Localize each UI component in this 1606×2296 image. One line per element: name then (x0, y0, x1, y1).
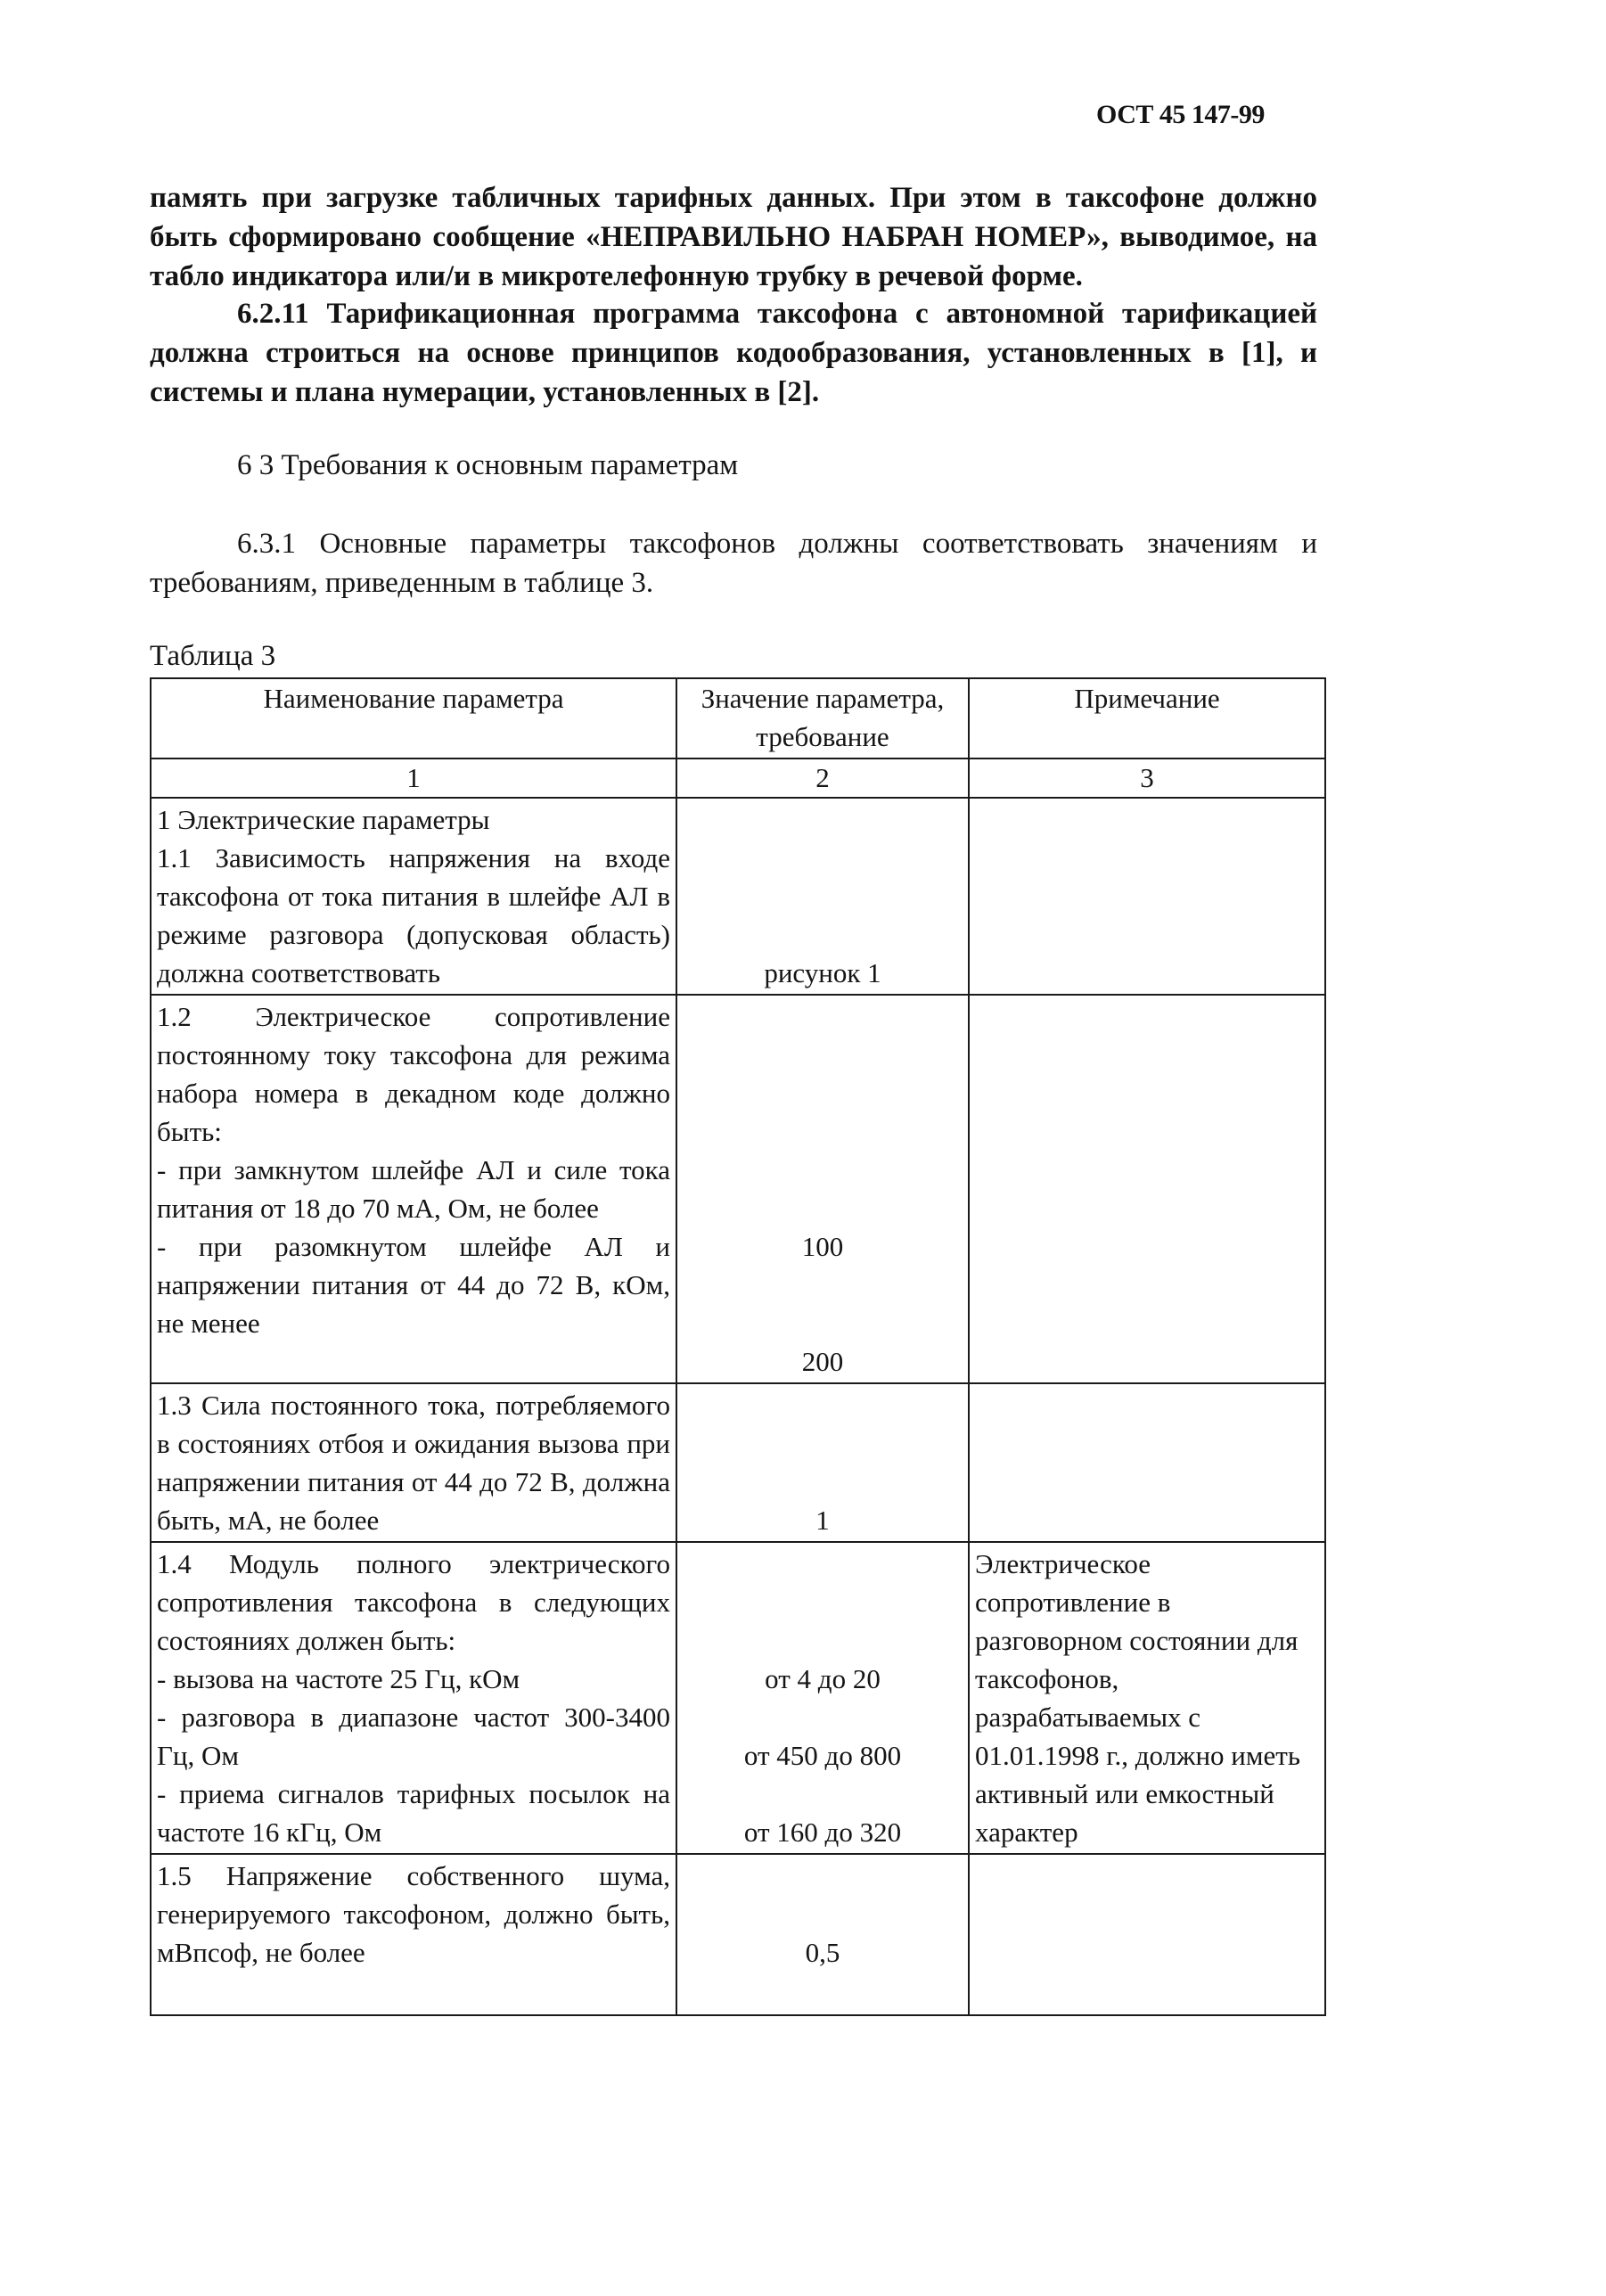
note-cell: Электрическое сопротивление в разговорном состоянии для таксофонов, разрабатываемых с 01.01.1998 г., должно иметь активный или емкостный характер (969, 1542, 1325, 1854)
paragraph-continuation: память при загрузке табличных тарифных данных. При этом в таксофоне должно быть сформировано сообщение «НЕПРАВИЛЬНО НАБРАН НОМЕР», выводимое, на табло индикатора или/и в микротелефонную трубку в речевой форме. (150, 182, 1317, 292)
table-row (151, 1383, 1325, 1542)
param-text: 1.3 Сила постоянного тока, потребляемого в состояниях отбоя и ожидания вызова при напряжении питания от 44 до 72 В, должна быть, мА, не более (157, 1390, 670, 1536)
value-text: 0,5 (805, 1937, 840, 1968)
table-caption: Таблица 3 (150, 640, 276, 672)
param-cell (151, 1383, 676, 1542)
header-param-name: Наименование параметра (151, 678, 676, 758)
param-cell (151, 1854, 676, 2015)
table-row (151, 798, 1325, 995)
param-text: - разговора в диапазоне частот 300-3400 Гц, Ом (157, 1702, 670, 1771)
note-cell (969, 1854, 1325, 2015)
param-text: 1 Электрические параметры (157, 804, 490, 835)
value-text: от 160 до 320 (743, 1816, 902, 1848)
param-text: 1.1 Зависимость напряжения на входе таксофона от тока питания в шлейфе АЛ в режиме разговора (допусковая область) должна соответствовать (157, 842, 670, 988)
note-cell (969, 798, 1325, 995)
value-text: от 450 до 800 (743, 1740, 902, 1771)
table-row (151, 1542, 1325, 1854)
value-text: 100 (801, 1231, 844, 1262)
value-cell (676, 1542, 969, 1854)
param-cell (151, 995, 676, 1383)
index-cell-3: 3 (969, 758, 1325, 798)
section-heading-6-3: 6 3 Требования к основным параметрам (237, 449, 739, 481)
index-cell-2: 2 (676, 758, 969, 798)
param-text: - при замкнутом шлейфе АЛ и силе тока питания от 18 до 70 мА, Ом, не более (157, 1154, 670, 1224)
table-row (151, 995, 1325, 1383)
param-text: - приема сигналов тарифных посылок на частоте 16 кГц, Ом (157, 1778, 670, 1848)
paragraph-6-2-11: 6.2.11 Тарификационная программа таксофона с автономной тарификацией должна строиться на основе принципов кодообразования, установленных в [1], и системы и плана нумерации, установленных в [2]. (150, 298, 1317, 408)
paragraph-6-3-1: 6.3.1 Основные параметры таксофонов должны соответствовать значениям и требованиям, приведенным в таблице 3. (150, 528, 1317, 599)
param-text: 1.4 Модуль полного электрического сопротивления таксофона в следующих состояниях должен быть: (157, 1548, 670, 1656)
value-cell (676, 995, 969, 1383)
value-text: 200 (801, 1346, 844, 1377)
param-text: - вызова на частоте 25 Гц, кОм (157, 1663, 520, 1694)
note-cell (969, 1383, 1325, 1542)
param-text: 1.5 Напряжение собственного шума, генерируемого таксофоном, должно быть, мВпсоф, не более (157, 1860, 670, 1968)
param-cell (151, 1542, 676, 1854)
value-text: от 4 до 20 (765, 1663, 881, 1694)
param-text: - при разомкнутом шлейфе АЛ и напряжении питания от 44 до 72 В, кОм, не менее (157, 1231, 670, 1339)
value-cell (676, 798, 969, 995)
parameters-table (150, 677, 1326, 2016)
header-param-value: Значение параметра, требование (676, 678, 969, 758)
table-header-row (151, 678, 1325, 758)
param-text: 1.2 Электрическое сопротивление постоянному току таксофона для режима набора номера в декадном коде должно быть: (157, 1001, 670, 1147)
note-cell (969, 995, 1325, 1383)
value-text: 1 (815, 1505, 830, 1536)
index-cell-1: 1 (151, 758, 676, 798)
param-cell (151, 798, 676, 995)
value-text: рисунок 1 (764, 957, 881, 988)
value-cell (676, 1383, 969, 1542)
header-note: Примечание (969, 678, 1325, 758)
value-cell (676, 1854, 969, 2015)
document-code: ОСТ 45 147-99 (1096, 100, 1265, 129)
table-index-row (151, 758, 1325, 798)
table-row (151, 1854, 1325, 2015)
